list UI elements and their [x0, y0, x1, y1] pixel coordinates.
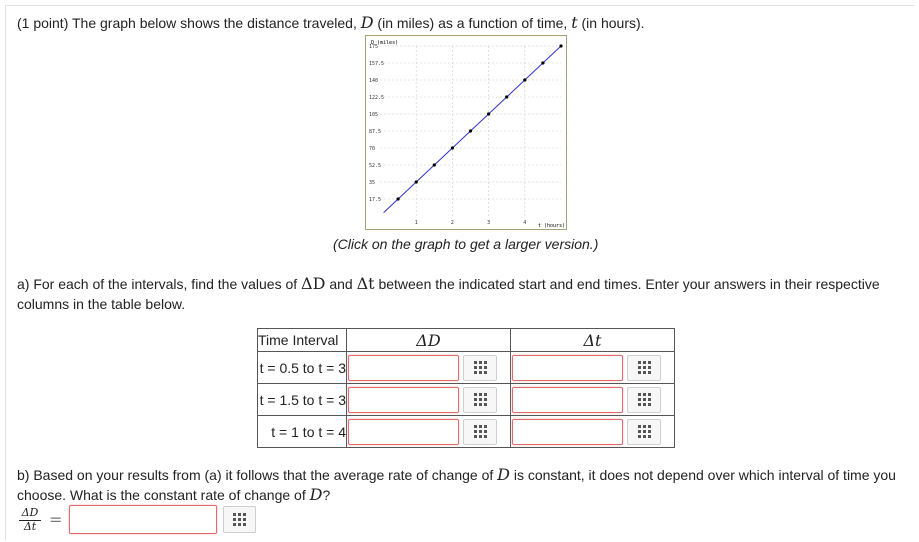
delta-t-input[interactable] — [512, 419, 623, 445]
grid-keypad-icon[interactable] — [463, 387, 497, 413]
problem-intro: (1 point) The graph below shows the distance traveled, D (in miles) as a function of time, t (in hours). — [17, 13, 645, 32]
y-tick-label: 140 — [369, 78, 379, 84]
delta-d-input[interactable] — [348, 387, 459, 413]
y-tick-label: 35 — [369, 180, 376, 186]
grid-keypad-icon[interactable] — [627, 355, 661, 381]
grid-keypad-icon[interactable] — [463, 355, 497, 381]
var-t: t — [571, 13, 578, 32]
answer-table — [257, 328, 675, 448]
fraction-denominator: Δt — [23, 520, 37, 533]
y-tick-label: 17.5 — [369, 197, 382, 203]
header-time-interval: Time Interval — [258, 329, 347, 352]
data-point — [541, 61, 544, 64]
grid-keypad-icon[interactable] — [223, 506, 256, 533]
table-row — [258, 352, 675, 384]
y-tick-label: 175 — [369, 44, 379, 50]
graph-caption[interactable]: (Click on the graph to get a larger version.) — [333, 236, 599, 252]
interval-label: t = 0.5 to t = 3 — [258, 352, 347, 384]
rate-fraction — [19, 507, 41, 533]
delta-t-input[interactable] — [512, 387, 623, 413]
header-delta-t: Δt — [511, 329, 675, 352]
data-point — [523, 78, 526, 81]
y-tick-label: 70 — [369, 146, 376, 152]
data-point — [559, 44, 562, 47]
var-d: D — [360, 13, 374, 32]
x-tick-label: 2 — [450, 220, 454, 226]
header-delta-d: ΔD — [347, 329, 511, 352]
data-point — [487, 112, 490, 115]
delta-t-input[interactable] — [512, 355, 623, 381]
data-point — [451, 146, 454, 149]
y-tick-label: 52.5 — [369, 163, 382, 169]
interval-label: t = 1 to t = 4 — [258, 416, 347, 448]
x-axis-label: t (hours) — [538, 223, 566, 229]
data-point — [415, 180, 418, 183]
delta-d-input[interactable] — [348, 355, 459, 381]
data-point — [397, 197, 400, 200]
y-tick-label: 122.5 — [369, 95, 385, 101]
y-tick-label: 105 — [369, 112, 379, 118]
data-point — [433, 163, 436, 166]
x-tick-label: 3 — [487, 220, 491, 226]
x-tick-label: 4 — [523, 220, 527, 226]
y-axis-label: D (miles) — [371, 40, 399, 46]
rate-answer-input[interactable] — [69, 505, 217, 534]
chart-svg — [366, 36, 566, 229]
part-a-text: a) For each of the intervals, find the values of ΔD and Δt between the indicated start and end times. Enter your answers in their respective columns in the table below. — [17, 274, 880, 312]
series-line — [384, 46, 561, 213]
part-b-text: b) Based on your results from (a) it follows that the average rate of change of D is constant, it does not depend over which interval of time you choose. What is the constant rate of change of D? — [17, 465, 896, 504]
delta-d-input[interactable] — [348, 419, 459, 445]
y-tick-label: 157.5 — [369, 61, 385, 67]
distance-time-graph[interactable] — [365, 35, 567, 230]
fraction-numerator: ΔD — [19, 507, 41, 521]
grid-keypad-icon[interactable] — [627, 419, 661, 445]
equals-sign: = — [49, 510, 63, 529]
y-tick-label: 87.5 — [369, 129, 382, 135]
table-row — [258, 384, 675, 416]
interval-label: t = 1.5 to t = 3 — [258, 384, 347, 416]
x-tick-label: 1 — [414, 220, 418, 226]
grid-keypad-icon[interactable] — [627, 387, 661, 413]
table-row — [258, 416, 675, 448]
grid-keypad-icon[interactable] — [463, 419, 497, 445]
data-point — [505, 95, 508, 98]
data-point — [469, 129, 472, 132]
